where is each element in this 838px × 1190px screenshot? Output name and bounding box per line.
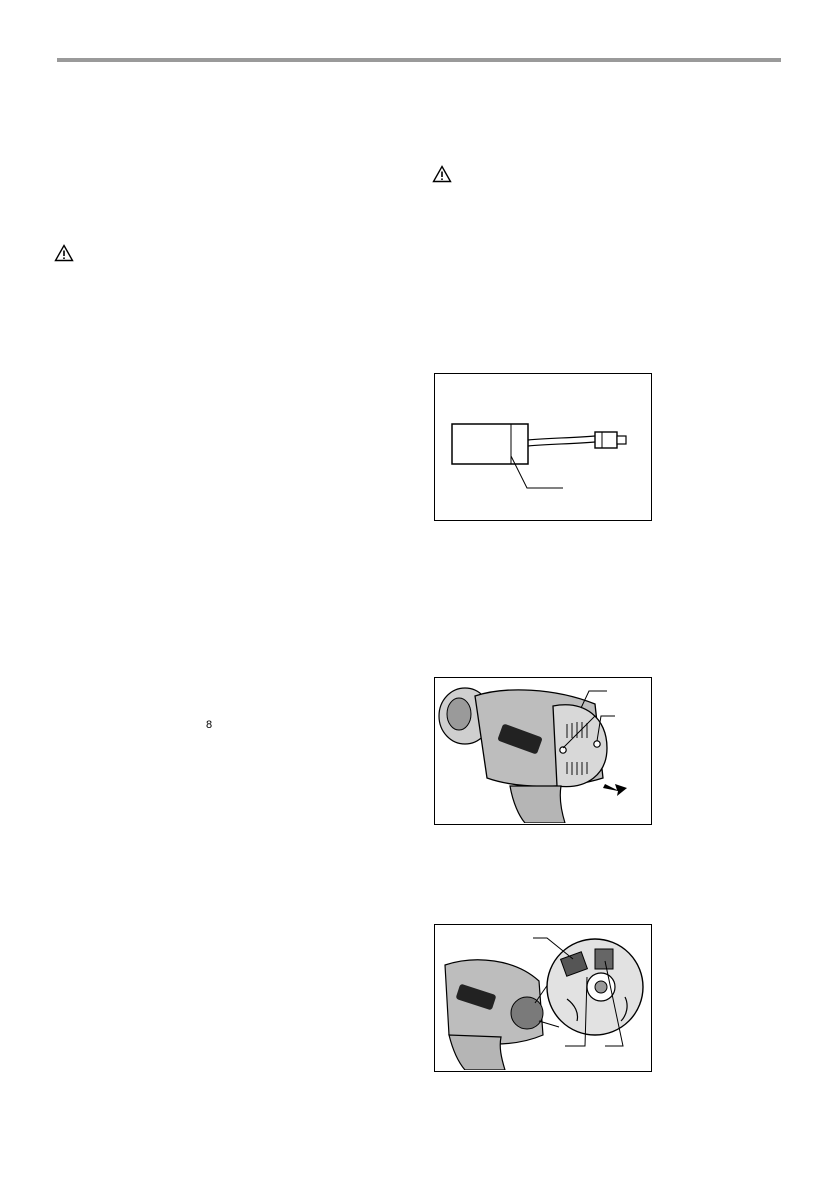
- stray-glyph: 8: [206, 719, 213, 731]
- figure-brush-holder: [434, 924, 652, 1072]
- warning-triangle-icon: [432, 165, 452, 183]
- figure-rear-cover-removal: [434, 677, 652, 825]
- warning-triangle-icon: [54, 244, 74, 262]
- brush-holder-illustration: [435, 925, 650, 1070]
- figure-carbon-brush: [434, 373, 652, 521]
- tool-housing-illustration: [435, 678, 650, 823]
- carbon-brush-illustration: [435, 374, 650, 519]
- header-rule: [57, 58, 781, 62]
